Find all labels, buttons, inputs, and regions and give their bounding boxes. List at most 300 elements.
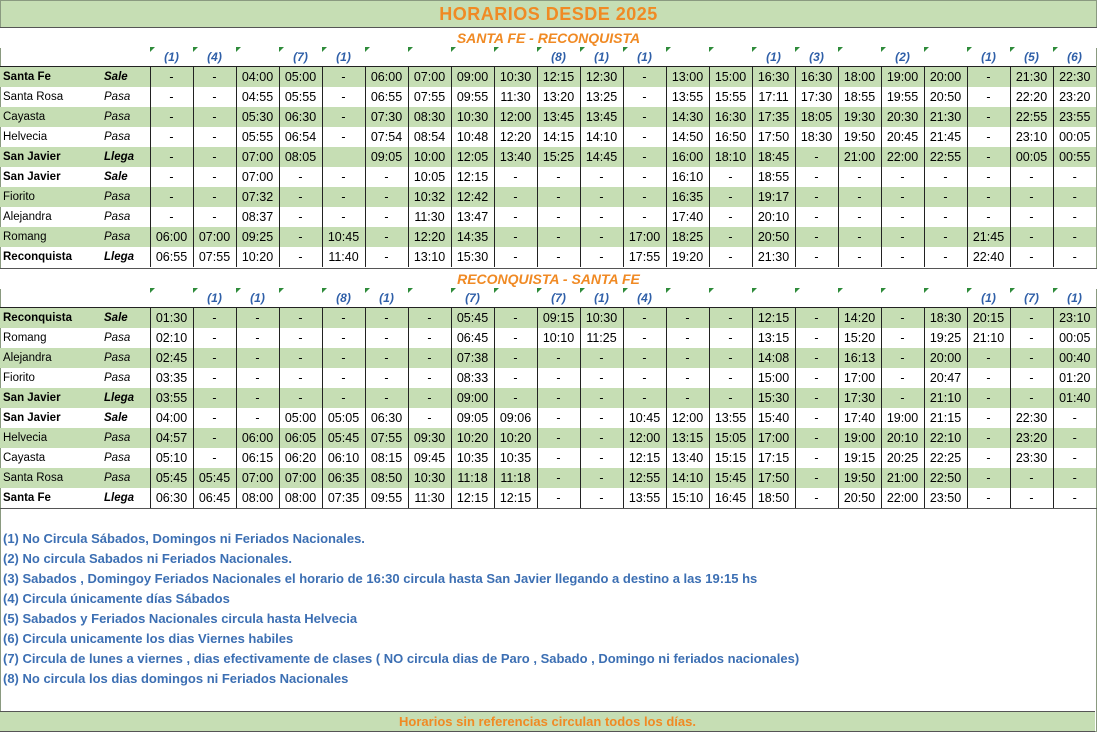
time-cell: - xyxy=(967,468,1010,488)
service-reference xyxy=(709,288,752,308)
time-cell: - xyxy=(623,87,666,107)
time-cell: - xyxy=(881,348,924,368)
time-cell: 07:55 xyxy=(408,87,451,107)
service-reference xyxy=(967,288,1010,308)
time-cell: 09:06 xyxy=(494,408,537,428)
time-cell: - xyxy=(537,207,580,227)
time-cell: - xyxy=(193,348,236,368)
time-cell: 21:00 xyxy=(881,468,924,488)
time-cell: - xyxy=(924,187,967,207)
time-cell: 19:15 xyxy=(838,448,881,468)
time-cell: - xyxy=(881,247,924,267)
time-cell: 11:18 xyxy=(494,468,537,488)
time-cell: - xyxy=(322,107,365,127)
time-cell: 20:25 xyxy=(881,448,924,468)
stop-action: Pasa xyxy=(100,428,150,448)
stop-action: Pasa xyxy=(104,131,131,143)
time-cell: 12:00 xyxy=(666,408,709,428)
service-reference xyxy=(924,288,967,308)
station-name: Fiorito xyxy=(0,187,100,207)
time-cell: 09:00 xyxy=(451,67,494,88)
station-name: San Javier xyxy=(3,412,61,424)
time-cell: - xyxy=(365,368,408,388)
station-name: Alejandra xyxy=(3,211,52,223)
time-cell: 20:15 xyxy=(967,308,1010,329)
cell-comment-marker xyxy=(580,47,585,52)
timetable-row xyxy=(0,167,1096,187)
time-cell: 07:00 xyxy=(279,468,322,488)
time-cell: - xyxy=(1053,428,1096,448)
time-cell: - xyxy=(838,187,881,207)
time-cell: 23:30 xyxy=(1010,448,1053,468)
time-cell: 05:30 xyxy=(236,107,279,127)
service-reference xyxy=(193,47,236,67)
stop-action: Llega xyxy=(100,147,150,167)
time-cell: - xyxy=(795,368,838,388)
time-cell: 05:05 xyxy=(322,408,365,428)
cell-comment-marker xyxy=(752,288,757,293)
cell-comment-marker xyxy=(322,47,327,52)
time-cell: 10:30 xyxy=(451,107,494,127)
reference-spacer xyxy=(100,47,150,67)
time-cell: 21:30 xyxy=(752,247,795,267)
time-cell: 05:45 xyxy=(193,468,236,488)
cell-comment-marker xyxy=(623,288,628,293)
cell-comment-marker xyxy=(408,47,413,52)
service-reference xyxy=(1010,288,1053,308)
cell-comment-marker xyxy=(881,288,886,293)
time-cell: - xyxy=(1053,207,1096,227)
time-cell: 18:25 xyxy=(666,227,709,247)
time-cell: - xyxy=(881,328,924,348)
service-reference xyxy=(322,288,365,308)
time-cell: 06:54 xyxy=(279,127,322,147)
time-cell: - xyxy=(795,207,838,227)
time-cell: 10:45 xyxy=(322,227,365,247)
stop-action: Sale xyxy=(100,67,150,88)
time-cell: - xyxy=(1010,388,1053,408)
station-name: Fiorito xyxy=(3,372,35,384)
time-cell: 13:10 xyxy=(408,247,451,267)
time-cell xyxy=(322,147,365,167)
cell-comment-marker xyxy=(1010,288,1015,293)
time-cell: 09:15 xyxy=(537,308,580,329)
time-cell: 19:00 xyxy=(881,67,924,88)
time-cell: - xyxy=(236,388,279,408)
time-cell: 20:10 xyxy=(881,428,924,448)
cell-comment-marker xyxy=(193,288,198,293)
time-cell: 07:00 xyxy=(236,468,279,488)
reference-label: (3) xyxy=(809,49,824,64)
time-cell: - xyxy=(150,127,193,147)
time-cell: 18:30 xyxy=(795,127,838,147)
time-cell: 00:05 xyxy=(1053,127,1096,147)
time-cell: - xyxy=(150,187,193,207)
time-cell: 17:00 xyxy=(623,227,666,247)
time-cell: 16:13 xyxy=(838,348,881,368)
cell-comment-marker xyxy=(795,47,800,52)
timetable-row xyxy=(0,107,1096,127)
reference-label: (4) xyxy=(207,49,222,64)
section-title-reconquista-santa-fe: RECONQUISTA - SANTA FE xyxy=(0,268,1097,289)
time-cell: - xyxy=(322,187,365,207)
time-cell: 16:00 xyxy=(666,147,709,167)
time-cell: 06:05 xyxy=(279,428,322,448)
cell-comment-marker xyxy=(881,47,886,52)
cell-comment-marker xyxy=(408,288,413,293)
time-cell: - xyxy=(623,308,666,329)
station-name: Santa Rosa xyxy=(3,91,64,103)
time-cell: - xyxy=(1053,468,1096,488)
time-cell: - xyxy=(322,328,365,348)
time-cell: - xyxy=(1053,408,1096,428)
time-cell: 18:50 xyxy=(752,488,795,508)
time-cell: 22:20 xyxy=(1010,87,1053,107)
time-cell: - xyxy=(967,488,1010,508)
time-cell: - xyxy=(537,408,580,428)
reference-label: (8) xyxy=(336,290,351,305)
time-cell: - xyxy=(967,67,1010,88)
time-cell: 14:50 xyxy=(666,127,709,147)
time-cell: 08:37 xyxy=(236,207,279,227)
time-cell: - xyxy=(279,388,322,408)
reference-spacer xyxy=(0,288,100,308)
time-cell: 13:40 xyxy=(494,147,537,167)
cell-comment-marker xyxy=(795,288,800,293)
time-cell: - xyxy=(193,368,236,388)
cell-comment-marker xyxy=(709,288,714,293)
time-cell: - xyxy=(709,247,752,267)
time-cell: 19:30 xyxy=(838,107,881,127)
time-cell: 06:00 xyxy=(365,67,408,88)
time-cell: - xyxy=(924,167,967,187)
time-cell: - xyxy=(838,247,881,267)
time-cell: - xyxy=(494,227,537,247)
time-cell: 23:20 xyxy=(1053,87,1096,107)
reference-label: (6) xyxy=(1067,49,1082,64)
time-cell: - xyxy=(580,488,623,508)
time-cell: 06:45 xyxy=(451,328,494,348)
service-reference xyxy=(1053,288,1096,308)
time-cell: 23:10 xyxy=(1053,308,1096,329)
time-cell: - xyxy=(795,408,838,428)
time-cell: 13:55 xyxy=(709,408,752,428)
cell-comment-marker xyxy=(494,47,499,52)
timetable-row xyxy=(0,328,1096,348)
time-cell: - xyxy=(236,348,279,368)
time-cell: 16:30 xyxy=(795,67,838,88)
time-cell: 19:55 xyxy=(881,87,924,107)
time-cell: 12:05 xyxy=(451,147,494,167)
time-cell: - xyxy=(322,167,365,187)
service-reference xyxy=(408,47,451,67)
time-cell: 07:00 xyxy=(408,67,451,88)
time-cell: - xyxy=(795,167,838,187)
time-cell: - xyxy=(193,147,236,167)
time-cell: - xyxy=(795,428,838,448)
time-cell: - xyxy=(580,388,623,408)
time-cell: - xyxy=(1010,368,1053,388)
station-name: Reconquista xyxy=(3,251,73,263)
time-cell: - xyxy=(365,328,408,348)
station-name: Romang xyxy=(3,332,47,344)
service-reference xyxy=(838,47,881,67)
reference-label: (1) xyxy=(164,49,179,64)
time-cell: 20:50 xyxy=(752,227,795,247)
time-cell: - xyxy=(193,328,236,348)
time-cell: - xyxy=(537,388,580,408)
time-cell: 11:40 xyxy=(322,247,365,267)
time-cell: - xyxy=(881,187,924,207)
stop-action: Pasa xyxy=(100,107,150,127)
time-cell: - xyxy=(1053,488,1096,508)
reference-label: (1) xyxy=(766,49,781,64)
reference-label: (1) xyxy=(207,290,222,305)
time-cell: - xyxy=(795,247,838,267)
time-cell: - xyxy=(838,227,881,247)
time-cell: 09:05 xyxy=(451,408,494,428)
service-reference xyxy=(494,47,537,67)
time-cell: - xyxy=(795,448,838,468)
time-cell: - xyxy=(150,147,193,167)
time-cell: - xyxy=(967,127,1010,147)
time-cell: 12:15 xyxy=(752,308,795,329)
time-cell: 19:50 xyxy=(838,127,881,147)
timetable-row xyxy=(0,368,1096,388)
time-cell: - xyxy=(365,388,408,408)
timetable-row xyxy=(0,227,1096,247)
cell-comment-marker xyxy=(580,288,585,293)
time-cell: 18:55 xyxy=(752,167,795,187)
page-title: HORARIOS DESDE 2025 xyxy=(0,0,1097,28)
time-cell: 10:48 xyxy=(451,127,494,147)
time-cell: 03:55 xyxy=(150,388,193,408)
time-cell: 22:10 xyxy=(924,428,967,448)
time-cell: 06:00 xyxy=(150,227,193,247)
time-cell: - xyxy=(322,348,365,368)
time-cell: - xyxy=(1053,167,1096,187)
service-reference xyxy=(881,47,924,67)
time-cell: 21:30 xyxy=(1010,67,1053,88)
cell-comment-marker xyxy=(451,47,456,52)
reference-label: (1) xyxy=(594,290,609,305)
time-cell: 12:00 xyxy=(623,428,666,448)
time-cell: 08:15 xyxy=(365,448,408,468)
time-cell: 16:10 xyxy=(666,167,709,187)
time-cell: 15:00 xyxy=(709,67,752,88)
time-cell: - xyxy=(623,348,666,368)
time-cell: - xyxy=(795,147,838,167)
time-cell: - xyxy=(580,468,623,488)
stop-action: Pasa xyxy=(104,332,131,344)
time-cell: - xyxy=(1010,227,1053,247)
time-cell: 13:55 xyxy=(666,87,709,107)
stop-action: Pasa xyxy=(100,187,150,207)
station-name: Alejandra xyxy=(0,348,100,368)
station-name: Reconquista xyxy=(0,308,100,329)
time-cell: 12:15 xyxy=(623,448,666,468)
time-cell: - xyxy=(537,167,580,187)
time-cell: - xyxy=(494,368,537,388)
reference-label: (1) xyxy=(981,290,996,305)
service-reference xyxy=(279,47,322,67)
time-cell: 21:10 xyxy=(924,388,967,408)
cell-comment-marker xyxy=(537,288,542,293)
time-cell: - xyxy=(279,207,322,227)
time-cell: 06:30 xyxy=(365,408,408,428)
service-reference xyxy=(967,47,1010,67)
time-cell: 10:20 xyxy=(236,247,279,267)
timetable-row xyxy=(0,408,1096,428)
time-cell: - xyxy=(365,227,408,247)
timetable-row xyxy=(0,448,1096,468)
time-cell: 17:50 xyxy=(752,127,795,147)
cell-comment-marker xyxy=(967,47,972,52)
time-cell: - xyxy=(666,348,709,368)
time-cell: - xyxy=(967,147,1010,167)
time-cell: - xyxy=(322,67,365,88)
time-cell: 15:45 xyxy=(709,468,752,488)
time-cell: 20:50 xyxy=(924,87,967,107)
time-cell: 22:55 xyxy=(1010,107,1053,127)
time-cell: - xyxy=(967,207,1010,227)
time-cell: - xyxy=(709,187,752,207)
time-cell: - xyxy=(193,187,236,207)
time-cell: - xyxy=(1010,308,1053,329)
time-cell: 20:10 xyxy=(752,207,795,227)
service-reference xyxy=(881,288,924,308)
cell-comment-marker xyxy=(924,47,929,52)
reference-spacer xyxy=(100,288,150,308)
time-cell: 08:54 xyxy=(408,127,451,147)
time-cell: 07:54 xyxy=(365,127,408,147)
time-cell: 17:11 xyxy=(752,87,795,107)
service-reference xyxy=(236,288,279,308)
time-cell: - xyxy=(279,167,322,187)
timetable-row xyxy=(0,87,1096,107)
footnote-item: (4) Circula únicamente días Sábados xyxy=(3,591,230,606)
time-cell: 17:35 xyxy=(752,107,795,127)
time-cell: - xyxy=(666,308,709,329)
time-cell: 16:35 xyxy=(666,187,709,207)
time-cell: 12:15 xyxy=(494,488,537,508)
time-cell: 22:50 xyxy=(924,468,967,488)
reference-label: (7) xyxy=(551,290,566,305)
time-cell: 07:00 xyxy=(236,147,279,167)
stop-action: Pasa xyxy=(104,452,131,464)
time-cell: - xyxy=(881,207,924,227)
timetable-row xyxy=(0,67,1096,88)
time-cell: - xyxy=(193,107,236,127)
time-cell: 13:25 xyxy=(580,87,623,107)
time-cell: - xyxy=(408,308,451,329)
time-cell: 07:32 xyxy=(236,187,279,207)
service-reference xyxy=(580,47,623,67)
reference-label: (8) xyxy=(551,49,566,64)
time-cell: 21:15 xyxy=(924,408,967,428)
time-cell: 19:00 xyxy=(881,408,924,428)
service-reference xyxy=(537,288,580,308)
time-cell: 10:05 xyxy=(408,167,451,187)
station-name: San Javier xyxy=(0,388,100,408)
time-cell: 10:00 xyxy=(408,147,451,167)
time-cell: 13:20 xyxy=(537,87,580,107)
time-cell: - xyxy=(666,368,709,388)
time-cell: 14:10 xyxy=(580,127,623,147)
time-cell: 22:40 xyxy=(967,247,1010,267)
service-reference xyxy=(795,288,838,308)
time-cell: - xyxy=(1053,448,1096,468)
station-name: Santa Fe xyxy=(3,492,51,504)
time-cell: 05:55 xyxy=(236,127,279,147)
time-cell: 14:30 xyxy=(666,107,709,127)
time-cell: 12:20 xyxy=(408,227,451,247)
reference-row xyxy=(0,288,1096,308)
cell-comment-marker xyxy=(279,47,284,52)
time-cell: - xyxy=(408,368,451,388)
service-reference xyxy=(1053,47,1096,67)
time-cell: - xyxy=(279,368,322,388)
time-cell: 18:30 xyxy=(924,308,967,329)
time-cell: - xyxy=(580,428,623,448)
time-cell: 21:30 xyxy=(924,107,967,127)
service-reference xyxy=(236,47,279,67)
time-cell: - xyxy=(193,127,236,147)
time-cell: 13:45 xyxy=(537,107,580,127)
time-cell: - xyxy=(580,167,623,187)
time-cell: - xyxy=(709,167,752,187)
time-cell: - xyxy=(279,348,322,368)
time-cell: 12:15 xyxy=(451,488,494,508)
time-cell: 12:15 xyxy=(451,167,494,187)
time-cell: 19:17 xyxy=(752,187,795,207)
time-cell: 06:30 xyxy=(279,107,322,127)
station-name: Romang xyxy=(0,227,100,247)
stop-action: Pasa xyxy=(100,348,150,368)
time-cell: 09:05 xyxy=(365,147,408,167)
service-reference xyxy=(365,288,408,308)
service-reference xyxy=(150,288,193,308)
timetable-row xyxy=(0,428,1096,448)
time-cell: 21:45 xyxy=(967,227,1010,247)
time-cell: - xyxy=(967,388,1010,408)
footnote-item: (2) No circula Sabados ni Feriados Nacionales. xyxy=(3,551,292,566)
time-cell: 14:35 xyxy=(451,227,494,247)
time-cell: 08:00 xyxy=(279,488,322,508)
time-cell: 13:45 xyxy=(580,107,623,127)
reference-spacer xyxy=(0,47,100,67)
time-cell: - xyxy=(193,428,236,448)
cell-comment-marker xyxy=(666,288,671,293)
service-reference xyxy=(666,47,709,67)
time-cell: 01:30 xyxy=(150,308,193,329)
time-cell: 16:45 xyxy=(709,488,752,508)
time-cell: 10:10 xyxy=(537,328,580,348)
time-cell: 11:30 xyxy=(408,207,451,227)
time-cell: 05:45 xyxy=(150,468,193,488)
time-cell: 10:20 xyxy=(451,428,494,448)
time-cell: 15:05 xyxy=(709,428,752,448)
section-title-santa-fe-reconquista: SANTA FE - RECONQUISTA xyxy=(0,27,1097,48)
time-cell: 06:15 xyxy=(236,448,279,468)
time-cell: 20:47 xyxy=(924,368,967,388)
cell-comment-marker xyxy=(236,288,241,293)
time-cell: - xyxy=(1010,167,1053,187)
time-cell: 08:50 xyxy=(365,468,408,488)
time-cell: - xyxy=(709,348,752,368)
time-cell: - xyxy=(795,308,838,329)
stop-action: Llega xyxy=(100,388,150,408)
